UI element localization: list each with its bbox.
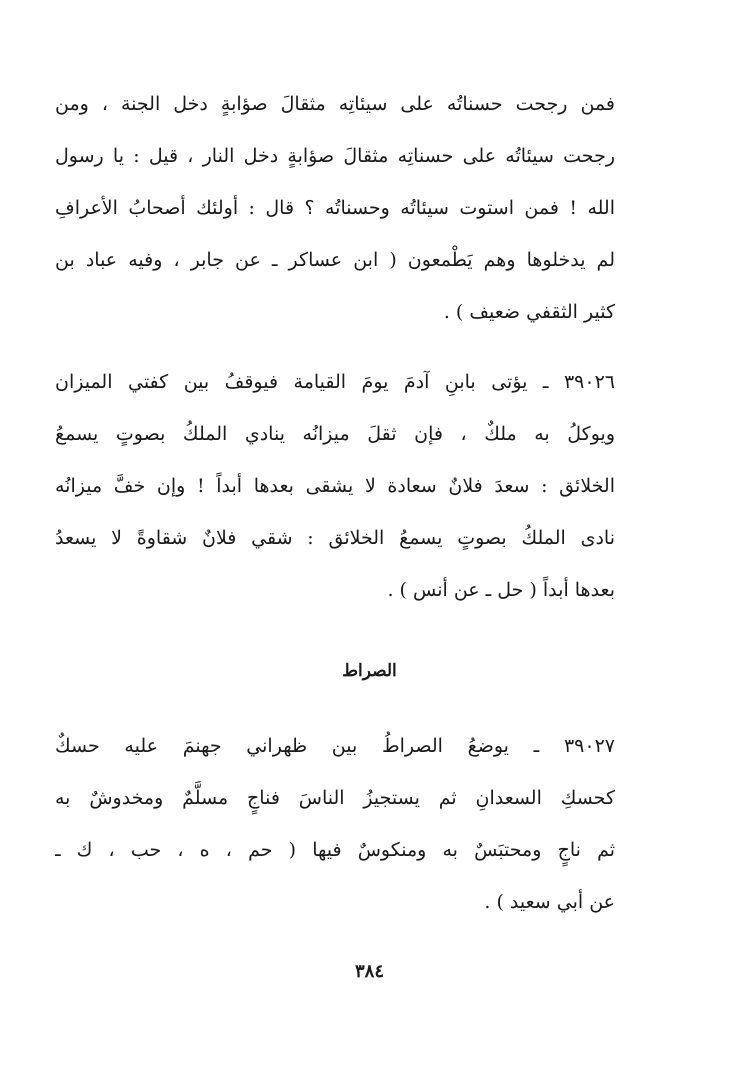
text-line: الخلائق : سعدَ فلانٌ سعادة لا يشقى بعدها أبداً ! وإن خفَّ ميزانُه	[55, 475, 615, 497]
text-line: كثير الثقفي ضعيف ) .	[443, 301, 615, 323]
hadith-paragraph-2	[55, 356, 615, 616]
hadith-paragraph-3	[55, 720, 615, 928]
text-line: ثم ناجٍ ومحتبَسٌ به ومنكوسٌ فيها ( حم ، ه ، حب ، ك ـ	[55, 839, 615, 861]
text-line: رجحت سيئاتُه على حسناتِه مثقالَ صؤابةٍ دخل النار ، قيل : يا رسول	[55, 145, 615, 167]
text-line: ٣٩٠٢٦ ـ يؤتى بابنِ آدمَ يومَ القيامة فيوقفُ بين كفتي الميزان	[55, 371, 615, 393]
text-line: نادى الملكُ بصوتٍ يسمعُ الخلائق : شقي فلانٌ شقاوةً لا يسعدُ	[55, 527, 615, 549]
text-line: ٣٩٠٢٧ ـ يوضعُ الصراطُ بين ظهراني جهنمَ عليه حسكٌ	[55, 735, 615, 757]
text-line: لم يدخلوها وهم يَطْمعون ( ابن عساكر ـ عن جابر ، وفيه عباد بن	[55, 249, 615, 271]
text-line: الله ! فمن استوت سيئاتُه وحسناتُه ؟ قال : أولئك أصحابُ الأعرافِ	[55, 197, 615, 219]
text-line: بعدها أبداً ( حل ـ عن أنس ) .	[387, 579, 615, 601]
hadith-paragraph-1	[55, 78, 615, 338]
text-line: كحسكِ السعدانِ ثم يستجيزُ الناسَ فناجٍ مسلَّمٌ ومخدوشٌ به	[55, 787, 615, 809]
section-heading: الصراط	[342, 661, 397, 681]
page-number: ٣٨٤	[354, 961, 384, 982]
text-line: ويوكلُ به ملكٌ ، فإن ثقلَ ميزانُه ينادي الملكُ بصوتٍ يسمعُ	[55, 423, 615, 445]
text-line: فمن رجحت حسناتُه على سيئاتِه مثقالَ صؤابةٍ دخل الجنة ، ومن	[55, 93, 615, 115]
text-line: عن أبي سعيد ) .	[484, 891, 615, 913]
